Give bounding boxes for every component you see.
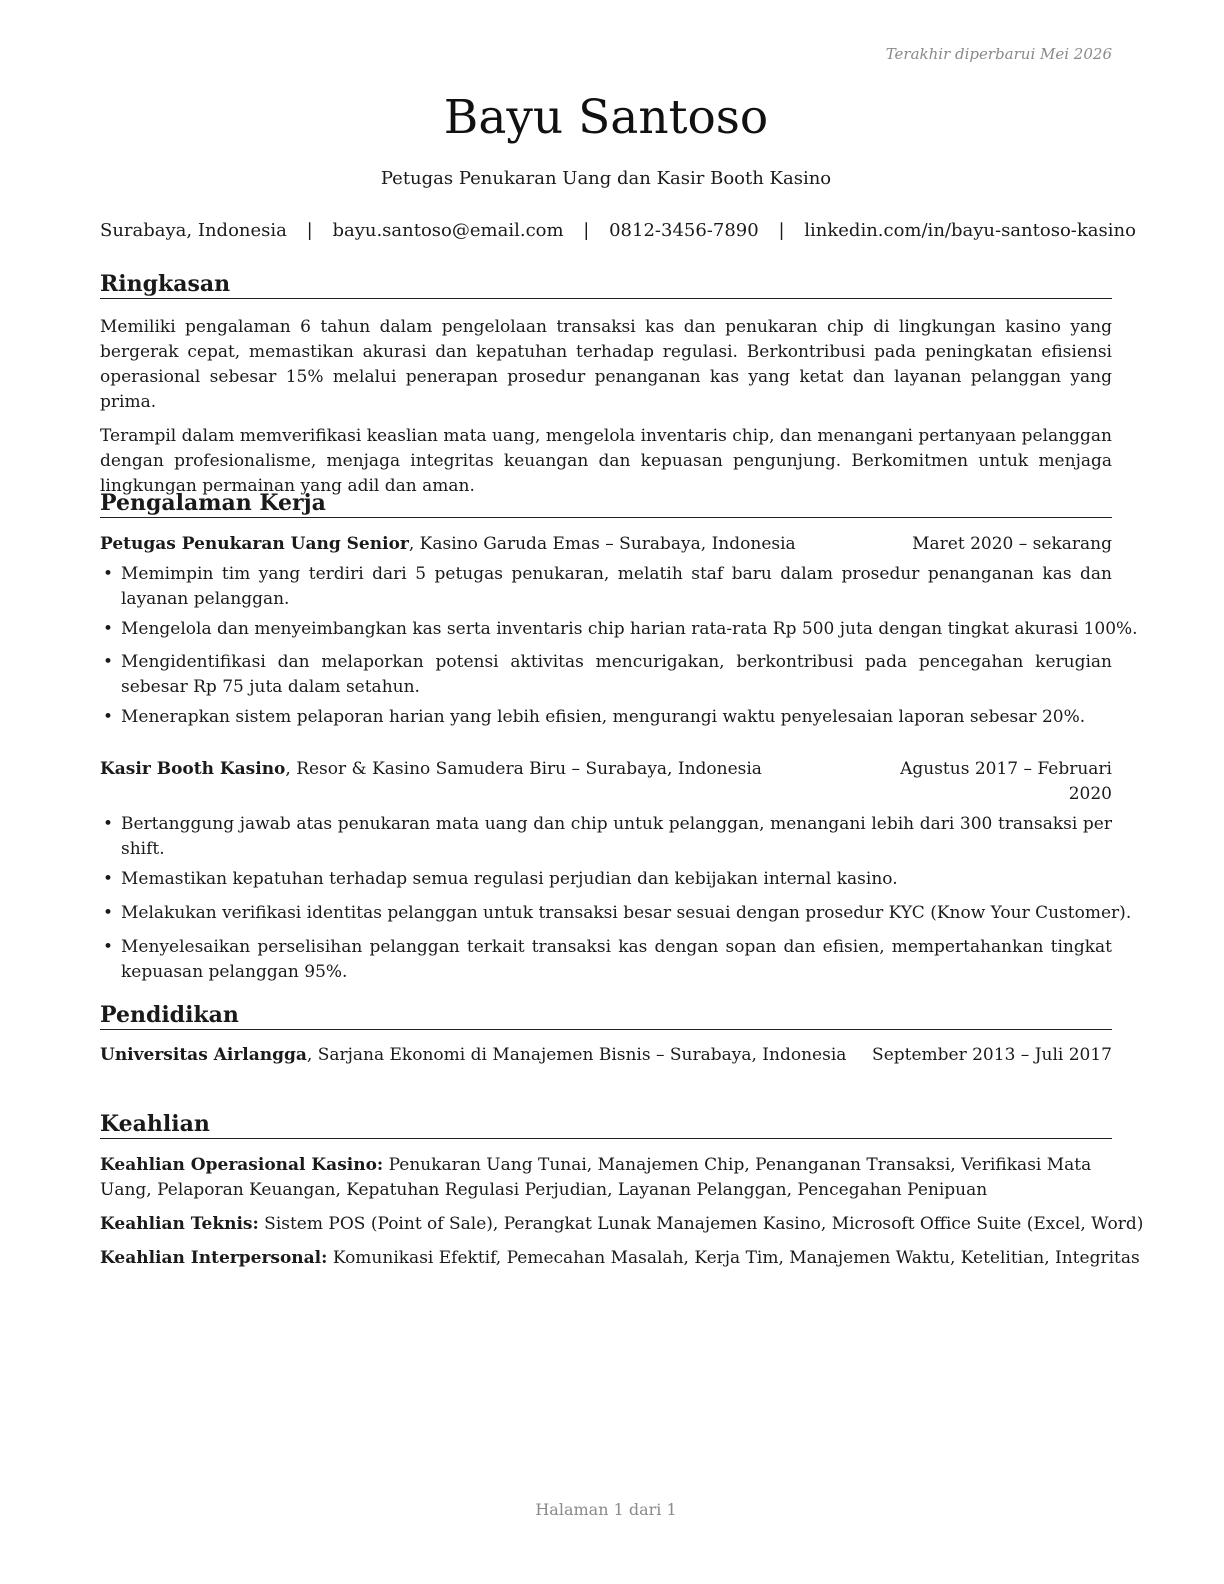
job-entry [100,757,1132,985]
job-org: , Resor & Kasino Samudera Biru – Surabaya, Indonesia [285,759,762,779]
skill-value: Sistem POS (Point of Sale), Perangkat Lunak Manajemen Kasino, Microsoft Office Suite (Excel, Word) [258,1214,1144,1234]
resume-page [100,0,1144,1584]
summary-paragraph: Terampil dalam memverifikasi keaslian mata uang, mengelola inventaris chip, dan menangani pertanyaan pelanggan dengan profesionalisme, menjaga integritas keuangan dan kepuasan pengunjung. Berkomitmen untuk menjaga lingkungan permainan yang adil dan aman. [100,426,1112,496]
experience-section [100,489,1138,985]
contact-phone[interactable]: 0812-3456-7890 [609,220,759,241]
skill-group [100,1246,1140,1271]
list-item: • Bertanggung jawab atas penukaran mata uang dan chip untuk pelanggan, menangani lebih dari 300 transaksi per shift. [103,814,1112,859]
contact-linkedin[interactable]: linkedin.com/in/bayu-santoso-kasino [804,220,1136,241]
list-item: • Memimpin tim yang terdiri dari 5 petugas penukaran, melatih staf baru dalam prosedur penanganan kas dan layanan pelanggan. [103,564,1112,609]
section-title: Pengalaman Kerja [100,489,1112,518]
list-item: • Mengelola dan menyeimbangkan kas serta inventaris chip harian rata-rata Rp 500 juta dengan tingkat akurasi 100%. [103,619,1138,639]
education-detail: , Sarjana Ekonomi di Manajemen Bisnis – Surabaya, Indonesia [306,1045,847,1065]
skill-label: Keahlian Operasional Kasino: [100,1155,384,1175]
section-title: Ringkasan [100,270,1112,299]
list-item: • Menyelesaikan perselisihan pelanggan terkait transaksi kas dengan sopan dan efisien, mempertahankan tingkat kepuasan pelanggan 95%. [103,937,1112,982]
job-dates: Agustus 2017 – Februari 2020 [900,759,1112,804]
job-role: Kasir Booth Kasino [100,759,286,779]
job-entry [100,532,1138,730]
education-entry [100,1043,1112,1068]
contact-separator: | [778,220,785,241]
section-title: Pendidikan [100,1001,1112,1030]
list-item: • Mengidentifikasi dan melaporkan potensi aktivitas mencurigakan, berkontribusi pada pencegahan kerugian sebesar Rp 75 juta dalam setahun. [103,652,1112,697]
last-updated: Terakhir diperbarui Mei 2026 [885,45,1112,63]
skill-label: Keahlian Interpersonal: [100,1248,328,1268]
skill-label: Keahlian Teknis: [100,1214,259,1234]
contact-separator: | [583,220,590,241]
summary-section [100,270,1112,499]
contact-separator: | [306,220,313,241]
skill-group [100,1153,1118,1203]
job-org: , Kasino Garuda Emas – Surabaya, Indonesia [408,534,796,554]
contact-email[interactable]: bayu.santoso@email.com [332,220,564,241]
education-school: Universitas Airlangga [100,1045,307,1065]
page-number: Halaman 1 dari 1 [535,1500,677,1519]
candidate-headline: Petugas Penukaran Uang dan Kasir Booth Kasino [380,168,832,189]
list-item: • Memastikan kepatuhan terhadap semua regulasi perjudian dan kebijakan internal kasino. [103,869,898,889]
candidate-name: Bayu Santoso [443,90,769,145]
skills-section [100,1110,1144,1271]
job-dates: Maret 2020 – sekarang [912,534,1112,554]
section-title: Keahlian [100,1110,1112,1139]
education-section [100,1001,1112,1068]
contact-line [100,220,1136,241]
skill-value: Penukaran Uang Tunai, Manajemen Chip, Penanganan Transaksi, Verifikasi Mata Uang, Pelaporan Keuangan, Kepatuhan Regulasi Perjudian, Layanan Pelanggan, Pencegahan Penipuan [100,1155,1092,1200]
job-header [100,532,1112,557]
job-role: Petugas Penukaran Uang Senior [100,534,409,554]
job-bullets [100,562,1138,730]
contact-location: Surabaya, Indonesia [100,220,287,241]
skill-value: Komunikasi Efektif, Pemecahan Masalah, Kerja Tim, Manajemen Waktu, Ketelitian, Integritas [327,1248,1140,1268]
job-bullets [100,812,1132,985]
job-header [100,757,1112,807]
summary-paragraph: Memiliki pengalaman 6 tahun dalam pengelolaan transaksi kas dan penukaran chip di lingkungan kasino yang bergerak cepat, memastikan akurasi dan kepatuhan terhadap regulasi. Berkontribusi pada peningkatan efisiensi operasional sebesar 15% melalui penerapan prosedur penanganan kas yang ketat dan layanan pelanggan yang prima. [100,317,1112,412]
skill-group [100,1212,1144,1237]
list-item: • Menerapkan sistem pelaporan harian yang lebih efisien, mengurangi waktu penyelesaian laporan sebesar 20%. [103,707,1086,727]
education-dates: September 2013 – Juli 2017 [872,1045,1112,1065]
list-item: • Melakukan verifikasi identitas pelanggan untuk transaksi besar sesuai dengan prosedur KYC (Know Your Customer). [103,903,1132,923]
